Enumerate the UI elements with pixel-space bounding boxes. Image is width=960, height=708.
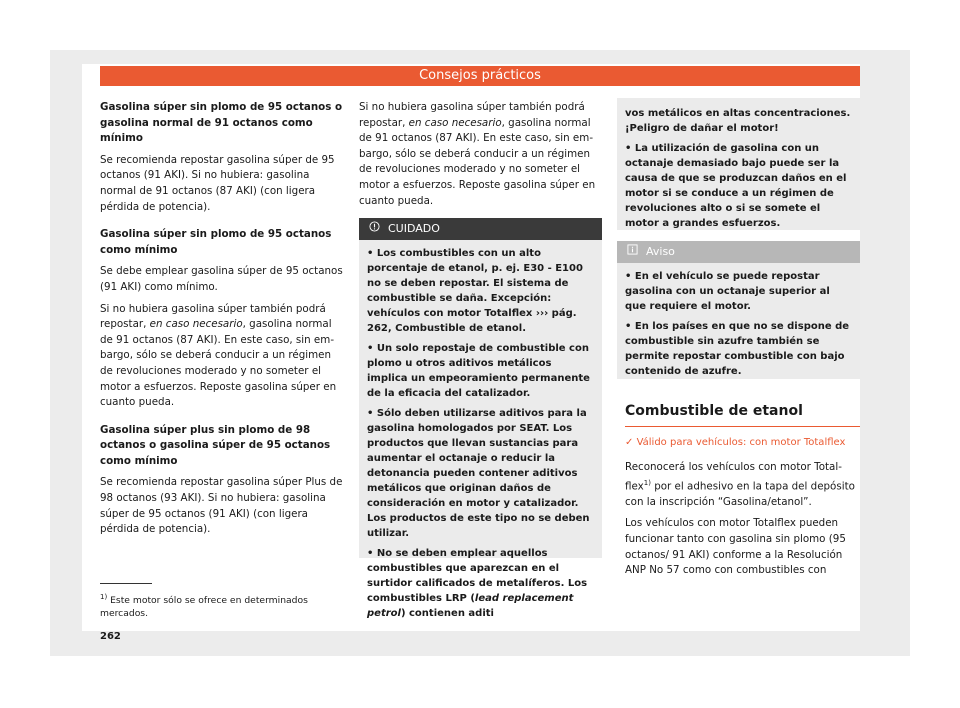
cross-reference-link[interactable]: ››› pág. 262, Combustible de etanol: [367, 308, 577, 334]
page-number: 262: [100, 631, 121, 642]
heading-gasolina-95-o-91: Gasolina súper sin plomo de 95 octanos o gasolina normal de 91 octanos como mínimo: [100, 101, 343, 145]
caution-header: [359, 218, 602, 240]
footnote-text: Este motor sólo se ofrece en determinados mercados.: [100, 595, 308, 620]
aviso-body: [617, 263, 860, 390]
paragraph: Se debe emplear gasolina súper de 95 octanos (91 AKI) como mínimo.: [100, 265, 343, 293]
section-rule: [625, 426, 860, 427]
list-item: • En los países en que no se dispone de combustible sin azufre también se permite repostar combustible con bajo contenido de azufre.: [625, 321, 850, 377]
caution-box: [359, 218, 602, 619]
list-item: • Un solo repostaje de combustible con plomo u otros aditivos metálicos implica un empeoramiento permanente de la eficacia del catalizador.: [367, 343, 590, 399]
column-1: [100, 100, 343, 544]
info-circle-icon: [369, 218, 380, 240]
aviso-header: [617, 241, 860, 263]
heading-gasolina-98: Gasolina súper plus sin plomo de 98 octanos o gasolina súper de 95 octanos como mínimo: [100, 423, 331, 467]
footnote: [100, 591, 340, 620]
check-icon: ✓: [625, 436, 634, 448]
caution-title: CUIDADO: [388, 222, 440, 235]
paragraph: vos metálicos en altas concentraciones. ¡Peligro de dañar el motor!: [625, 108, 851, 134]
list-item: • En el vehículo se puede repostar gasolina con un octanaje superior al que requiere el motor.: [625, 271, 830, 312]
list-item: • No se deben emplear aquellos combustibles que aparezcan en el surtidor calificados de metalíferos. Los combustibles LRP (lead replacement petrol) contienen aditi: [367, 548, 588, 619]
caution-box-continued: [617, 98, 860, 230]
paragraph: Si no hubiera gasolina súper también podrá repostar, en caso necesario, gasolina normal de 91 octanos (87 AKI). En este caso, sin embargo, sólo se deberá conducir a un régimen de revoluciones moderado y no someter el motor a esfuerzos. Reposte gasolina súper en cuanto pueda.: [100, 302, 337, 409]
footnote-divider: [100, 583, 152, 584]
heading-gasolina-95-minimo: Gasolina súper sin plomo de 95 octanos como mínimo: [100, 228, 332, 256]
caution-body: [359, 240, 602, 632]
paragraph: Se recomienda repostar gasolina súper Plus de 98 octanos (93 AKI). Si no hubiera: gasolina súper de 95 octanos (91 AKI) (con ligera pérdida de potencia).: [100, 476, 343, 536]
list-item: • Sólo deben utilizarse aditivos para la gasolina homologados por SEAT. Los productos que llevan sustancias para aumentar el octanaje o reducir la detonancia pueden contener aditivos metálicos que originan daños de consideración en motor y catalizador. Los productos de este tipo no se deben utilizar.: [367, 408, 590, 539]
section-title: Combustible de etanol: [625, 403, 803, 419]
list-item: • Los combustibles con un alto porcentaje de etanol, p. ej. E30 - E100 no se deben repostar. El sistema de combustible se daña. Excepción: vehículos con motor Totalflex ››› pág. 262, Combustible de etanol.: [367, 248, 583, 334]
paragraph: Reconocerá los vehículos con motor Totalflex$^{1)}$ por el adhesivo en la tapa del depósito con la inscripción “Gasolina/etanol”.: [625, 461, 855, 508]
validity-note: ✓ Válido para vehículos: con motor Totalflex: [625, 436, 846, 448]
page-header-banner: Consejos prácticos: [100, 66, 860, 86]
info-square-icon: [627, 241, 638, 263]
list-item: • La utilización de gasolina con un octanaje demasiado bajo puede ser la causa de que se produzcan daños en el motor si se conduce a un régimen de revoluciones alto o si se somete el motor a grandes esfuerzos.: [625, 143, 847, 229]
footnote-mark: 1): [100, 593, 108, 601]
section-etanol: [625, 404, 860, 585]
caution-body-continued: [617, 98, 860, 242]
paragraph: Los vehículos con motor Totalflex pueden funcionar tanto con gasolina sin plomo (95 octanos/ 91 AKI) conforme a la Resolución ANP No 57 como con combustibles con: [625, 517, 846, 577]
column-2: [359, 100, 602, 215]
paragraph: Si no hubiera gasolina súper también podrá repostar, en caso necesario, gasolina normal de 91 octanos (87 AKI). En este caso, sin embargo, sólo se deberá conducir a un régimen de revoluciones moderado y no someter el motor a esfuerzos. Reposte gasolina súper en cuanto pueda.: [359, 101, 596, 207]
footnote-reference[interactable]: 1): [643, 478, 651, 487]
aviso-box: [617, 241, 860, 379]
aviso-title: Aviso: [646, 245, 675, 258]
paragraph: Se recomienda repostar gasolina súper de 95 octanos (91 AKI). Si no hubiera: gasolina normal de 91 octanos (87 AKI) (con ligera pérdida de potencia).: [100, 153, 335, 213]
